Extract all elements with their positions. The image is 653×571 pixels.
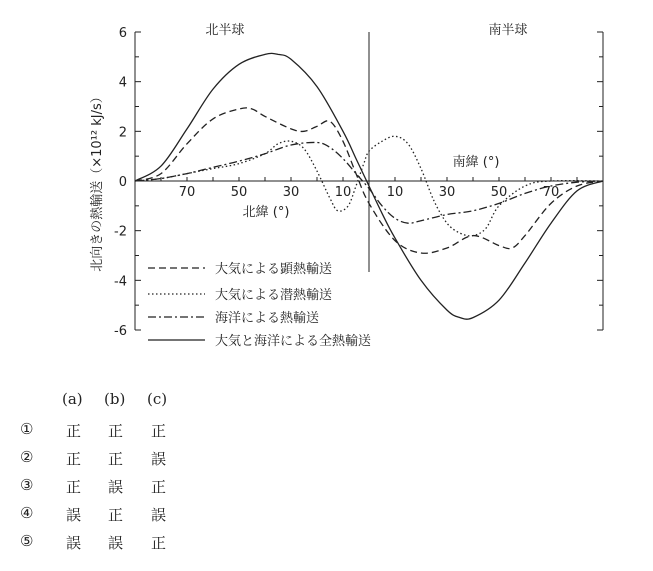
north-hemisphere-label: 北半球 [205, 23, 245, 38]
answer-row-3 [0, 476, 300, 502]
legend-label: 大気による顕熱輸送 [215, 262, 333, 277]
north-tick-label: 50 [230, 185, 248, 200]
y-tick-label: 0 [118, 175, 127, 190]
legend-label: 大気による潜熱輸送 [215, 288, 333, 303]
answer-cell-b: 正 [108, 506, 124, 524]
north-tick-label: 70 [178, 185, 196, 200]
answer-header-c: (c) [147, 390, 168, 408]
south-tick-label: 30 [438, 185, 456, 200]
north-tick-label: 10 [334, 185, 352, 200]
answer-header-b: (b) [104, 390, 126, 408]
y-tick-label: 6 [118, 26, 127, 41]
answer-cell-b: 誤 [108, 534, 124, 552]
answer-cell-c: 誤 [151, 450, 167, 468]
answer-cell-a: 正 [66, 422, 82, 440]
answer-cell-b: 誤 [108, 478, 124, 496]
answer-row-number: ⑤ [20, 532, 34, 550]
answer-row-number: ③ [20, 476, 34, 494]
answer-cell-b: 正 [108, 450, 124, 468]
y-axis-label: 北向きの熱輸送（×10¹² kJ/s） [90, 90, 105, 272]
answer-row-5 [0, 532, 300, 558]
y-tick-label: -4 [114, 274, 127, 290]
answer-cell-a: 正 [66, 478, 82, 496]
answer-cell-c: 正 [151, 422, 167, 440]
y-tick-label: 4 [118, 75, 127, 91]
south-hemisphere-label: 南半球 [488, 23, 528, 38]
answer-row-1 [0, 420, 300, 446]
south-tick-label: 50 [490, 185, 508, 200]
answer-cell-c: 正 [151, 534, 167, 552]
answer-row-number: ② [20, 448, 34, 466]
answer-cell-c: 正 [151, 478, 167, 496]
y-tick-label: 2 [118, 125, 127, 141]
north-tick-label: 30 [282, 185, 300, 200]
answer-cell-c: 誤 [151, 506, 167, 524]
south-tick-label: 70 [542, 185, 560, 200]
chart-axes [135, 32, 603, 330]
answer-cell-a: 誤 [66, 534, 82, 552]
answer-row-2 [0, 448, 300, 474]
answer-header-row [0, 390, 300, 416]
answer-row-4 [0, 504, 300, 530]
y-tick-label: -2 [114, 224, 127, 240]
y-tick-label: -6 [114, 324, 127, 339]
answer-row-number: ④ [20, 504, 34, 522]
answer-cell-b: 正 [108, 422, 124, 440]
south-axis-label: 南緯 (°) [452, 155, 500, 170]
answer-cell-a: 正 [66, 450, 82, 468]
answer-cell-a: 誤 [66, 506, 82, 524]
answer-row-number: ① [20, 420, 34, 438]
north-axis-label: 北緯 (°) [242, 205, 290, 220]
south-tick-label: 10 [386, 185, 404, 200]
legend-label: 海洋による熱輸送 [215, 311, 320, 326]
legend-label: 大気と海洋による全熱輸送 [215, 334, 372, 349]
answer-header-a: (a) [62, 390, 83, 408]
